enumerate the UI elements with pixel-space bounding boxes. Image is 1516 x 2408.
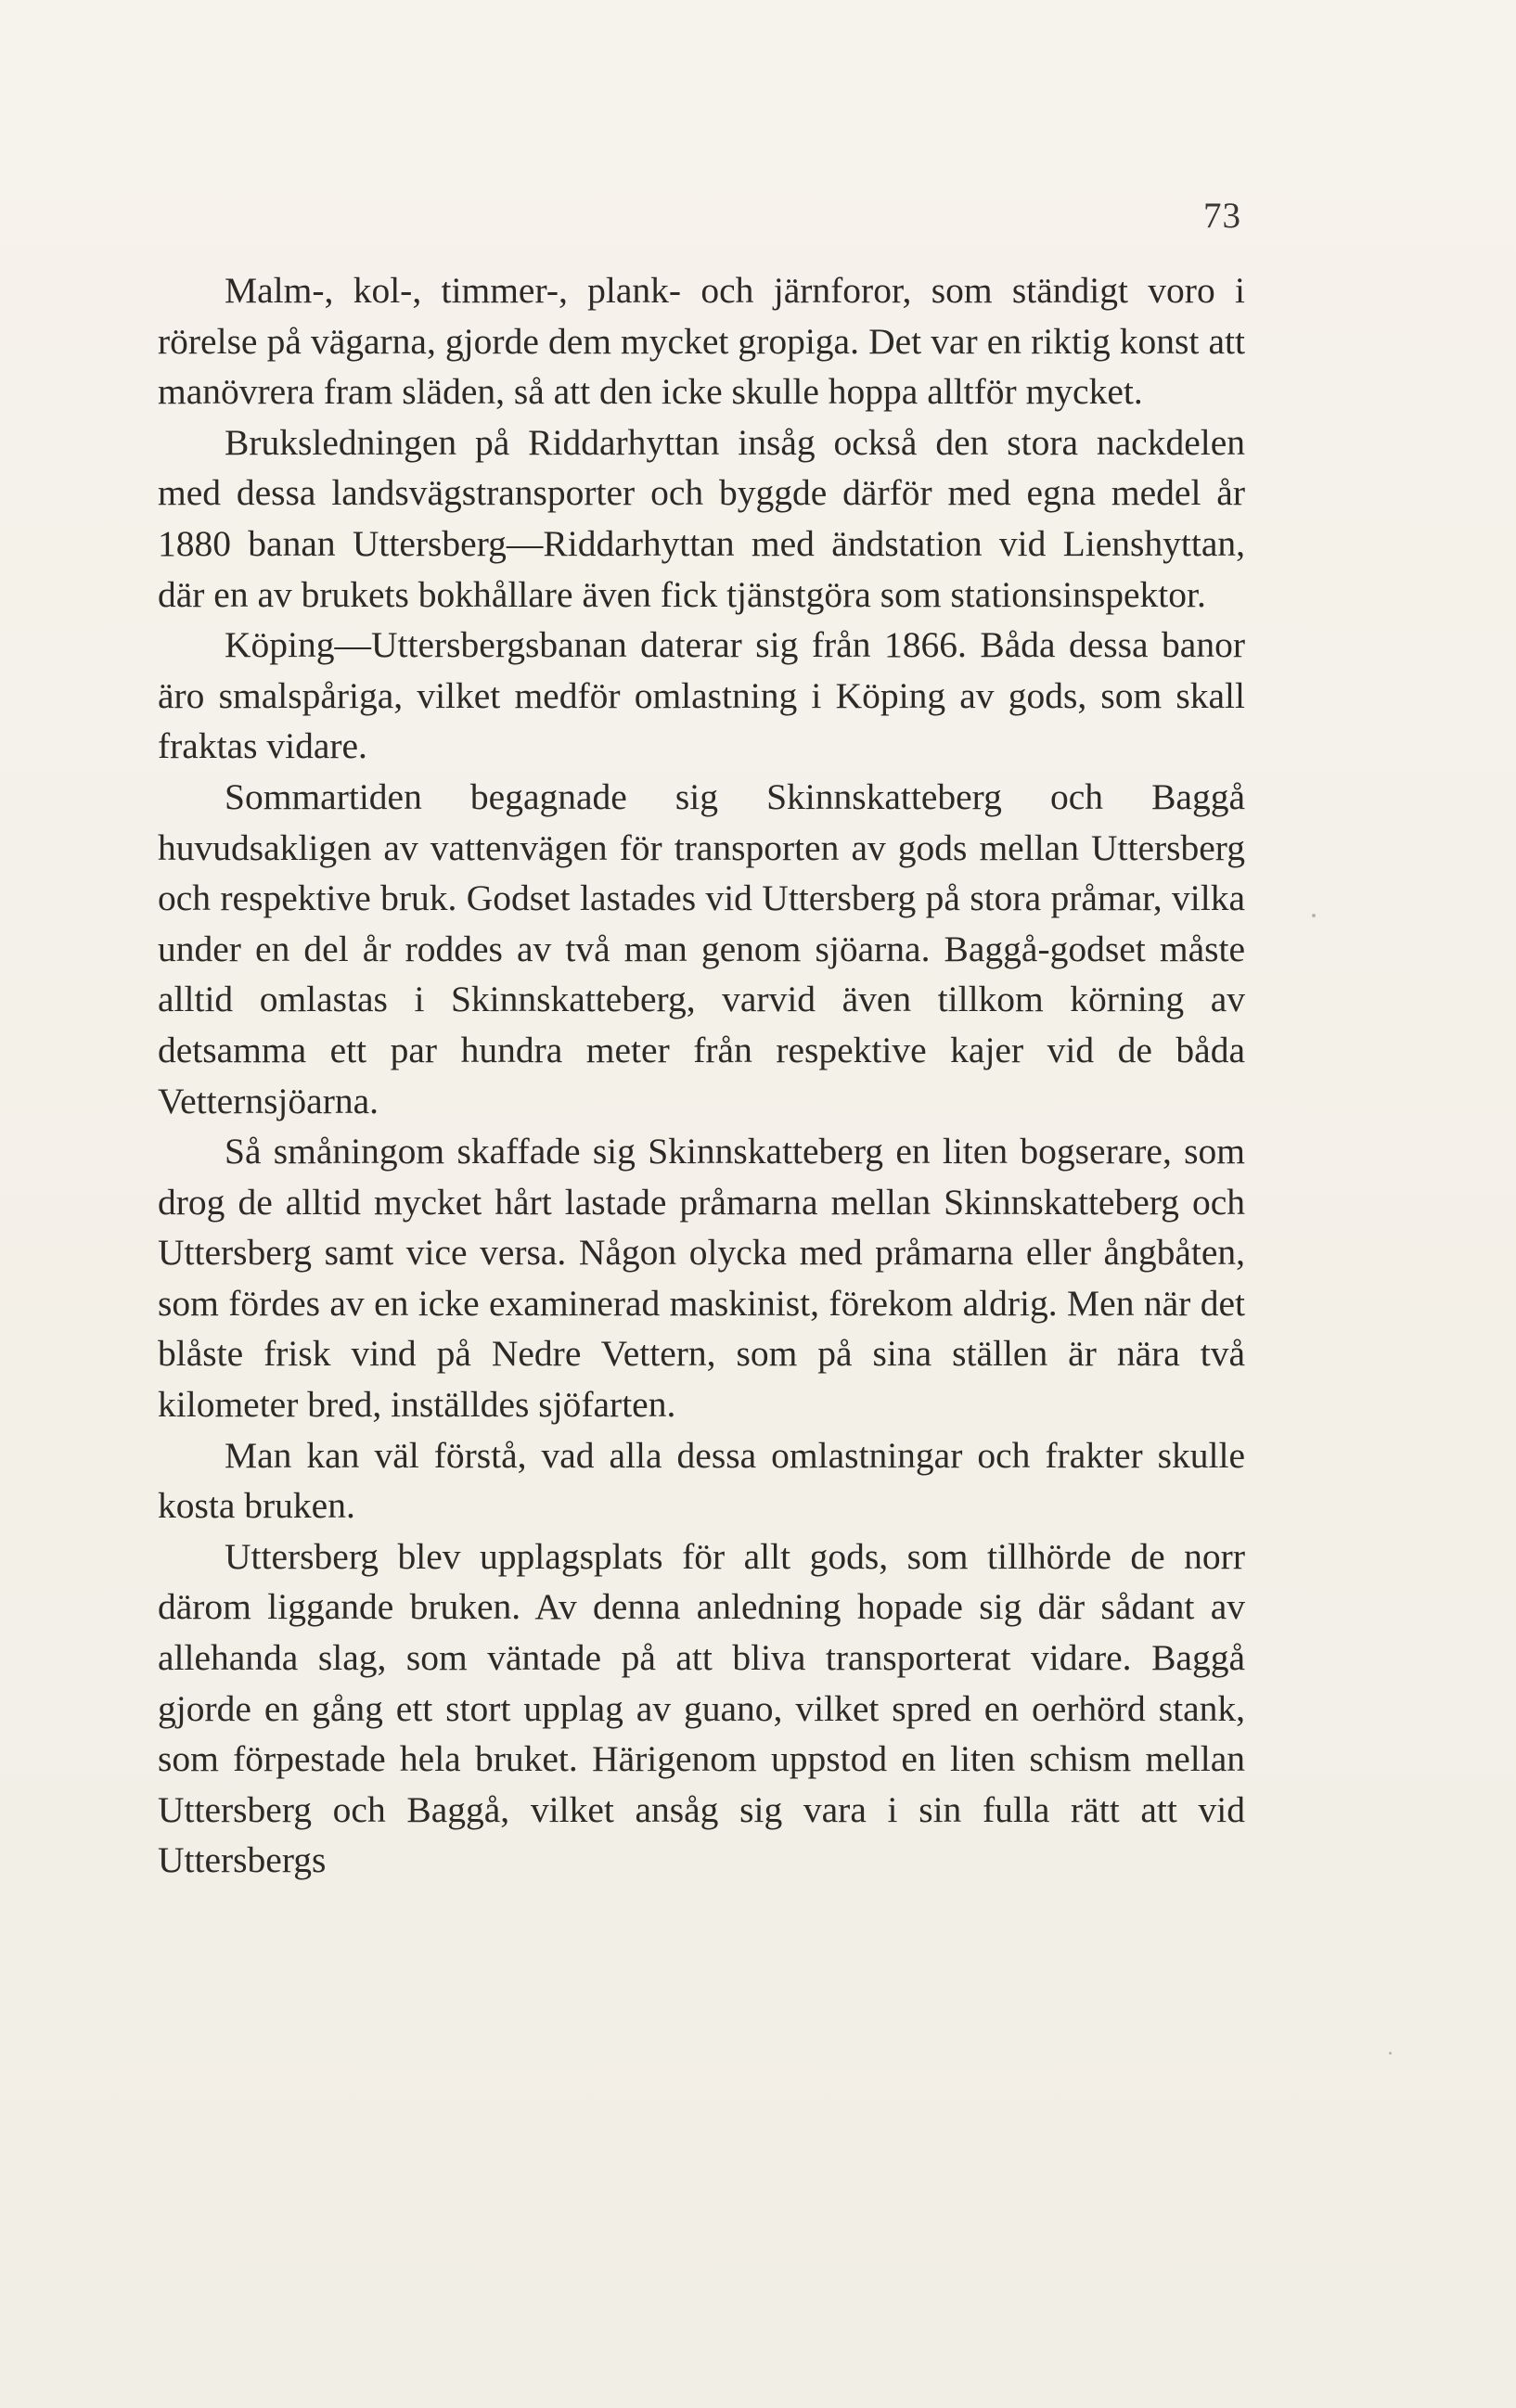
paragraph-2: Bruksledningen på Riddarhyttan insåg också den stora nackdelen med dessa landsvägstransporter och byggde därför med egna medel år 1880 banan Uttersberg—Riddarhyttan med ändstation vid Lienshyttan, där en av brukets bokhållare även fick tjänstgöra som stationsinspektor. [158, 421, 1245, 615]
paragraph-4: Sommartiden begagnade sig Skinnskatteberg och Baggå huvudsakligen av vattenvägen för transporten av gods mellan Uttersberg och respektive bruk. Godset lastades vid Uttersberg på stora pråmar, vilka under en del år roddes av två man genom sjöarna. Baggå-godset måste alltid omlastas i Skinnskatteberg, varvid även tillkom körning av detsamma ett par hundra meter från respektive kajer vid de båda Vetternsjöarna. [158, 775, 1245, 1121]
paper-speck [1312, 914, 1316, 917]
paragraph-7: Uttersberg blev upplagsplats för allt gods, som tillhörde de norr därom liggande bruken. Av denna anledning hopade sig där sådant av allehanda slag, som väntade på att bliva transporterat vidare. Baggå gjorde en gång ett stort upplag av guano, vilket spred en oerhörd stank, som förpestade hela bruket. Härigenom uppstod en liten schism mellan Uttersberg och Baggå, vilket ansåg sig vara i sin fulla rätt att vid Uttersbergs [158, 1535, 1245, 1881]
paper-speck [1389, 2052, 1392, 2055]
body-text [158, 265, 1245, 1886]
paragraph-5: Så småningom skaffade sig Skinnskatteberg en liten bogserare, som drog de alltid mycket hårt lastade pråmarna mellan Skinnskatteberg och Uttersberg samt vice versa. Någon olycka med pråmarna eller ångbåten, som fördes av en icke examinerad maskinist, förekom aldrig. Men när det blåste frisk vind på Nedre Vettern, som på sina ställen är nära två kilometer bred, inställdes sjöfarten. [158, 1131, 1245, 1426]
paragraph-3: Köping—Uttersbergsbanan daterar sig från 1866. Båda dessa banor äro smalspåriga, vilket medför omlastning i Köping av gods, som skall fraktas vidare. [158, 624, 1245, 767]
paragraph-6: Man kan väl förstå, vad alla dessa omlastningar och frakter skulle kosta bruken. [158, 1434, 1245, 1527]
paragraph-1: Malm-, kol-, timmer-, plank- och järnforor, som ständigt voro i rörelse på vägarna, gjorde dem mycket gropiga. Det var en riktig konst att manövrera fram släden, så att den icke skulle hoppa alltför mycket. [158, 270, 1245, 413]
page-number: 73 [1203, 196, 1241, 236]
